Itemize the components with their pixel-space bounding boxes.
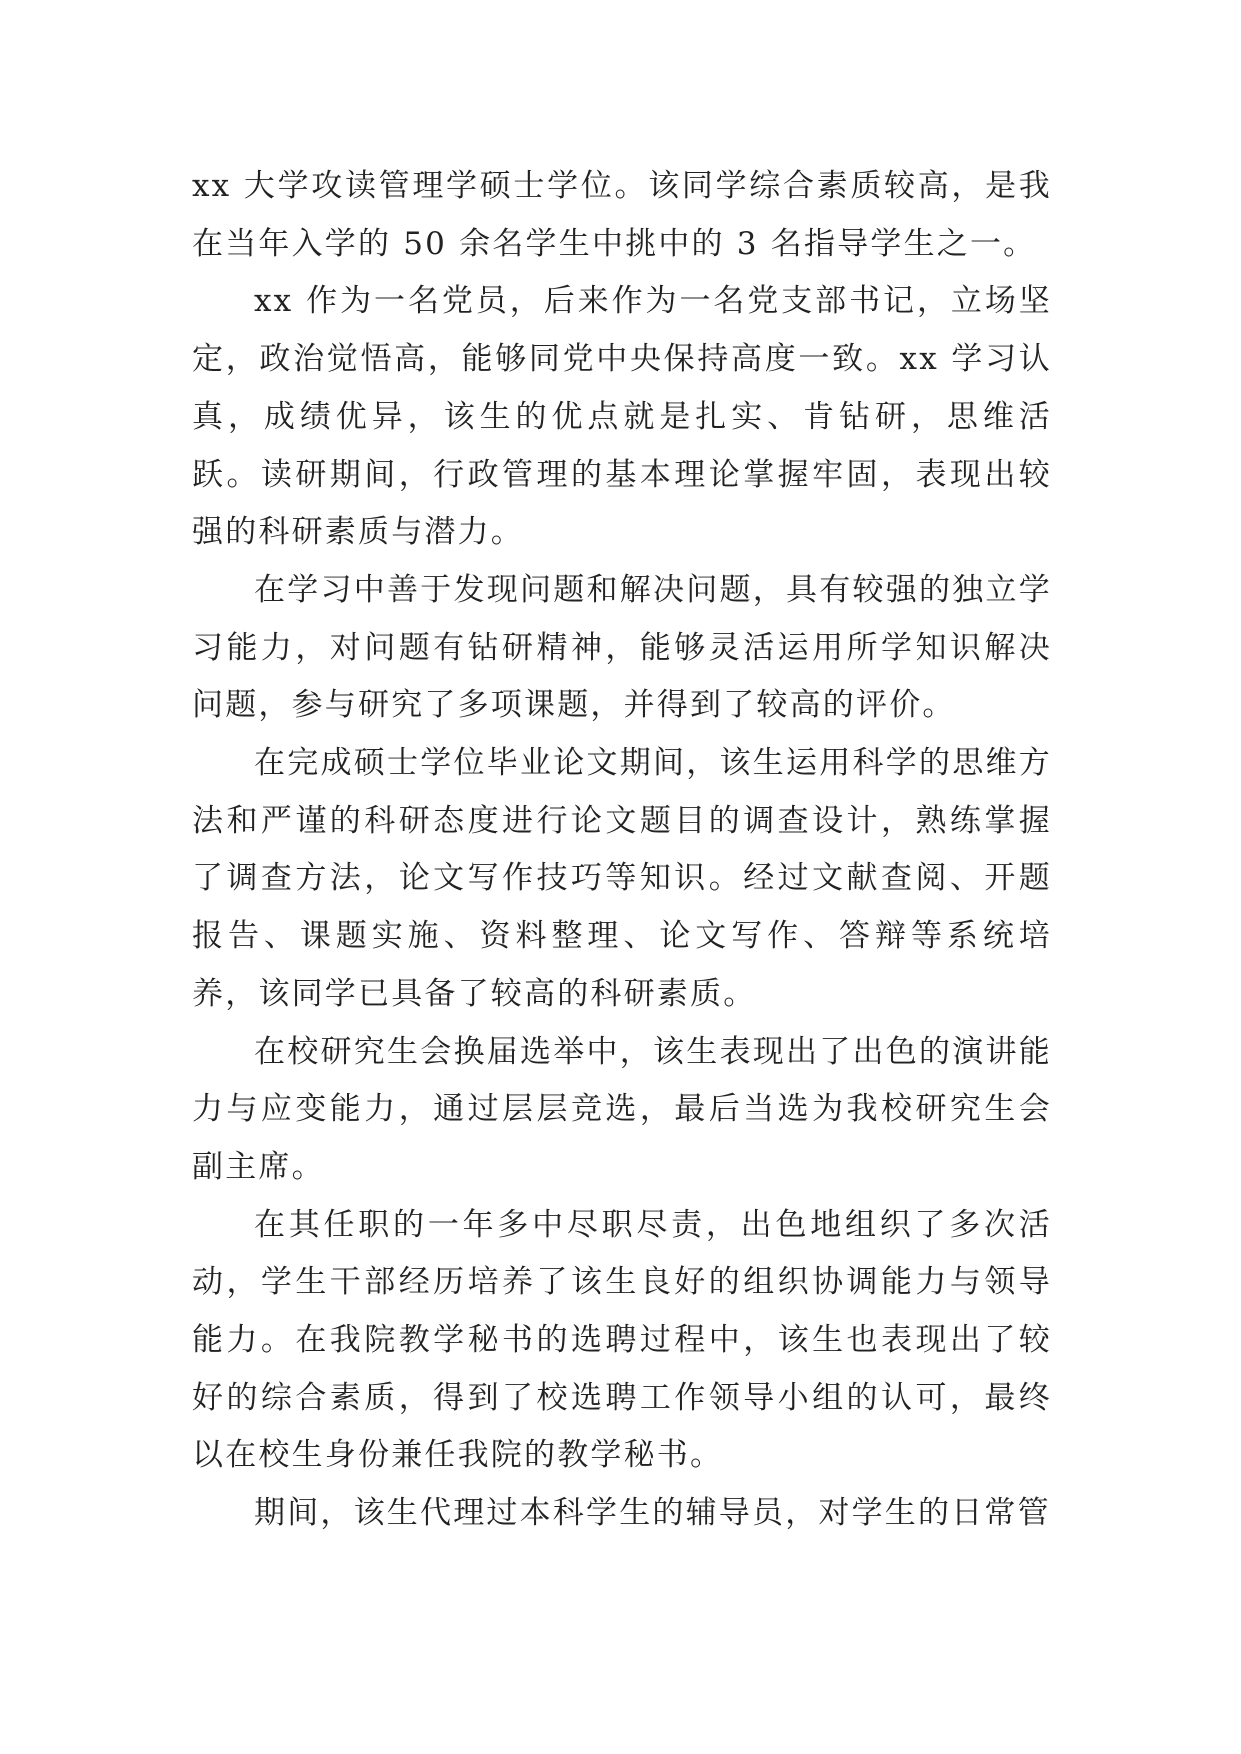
paragraph-7: 期间，该生代理过本科学生的辅导员，对学生的日常管 xyxy=(254,1495,1051,1532)
paragraph-1: xx 大学攻读管理学硕士学位。该同学综合素质较高，是我在当年入学的 50 余名学生中挑中的 3 名指导学生之一。 xyxy=(192,168,1052,262)
paragraph-2: xx 作为一名党员，后来作为一名党支部书记，立场坚定，政治觉悟高，能够同党中央保持高度一致。xx 学习认真，成绩优异，该生的优点就是扎实、肯钻研，思维活跃。读研期间，行政管理的基本理论掌握牢固，表现出较强的科研素质与潜力。 xyxy=(192,283,1052,551)
paragraph-3: 在学习中善于发现问题和解决问题，具有较强的独立学习能力，对问题有钻研精神，能够灵活运用所学知识解决问题，参与研究了多项课题，并得到了较高的评价。 xyxy=(192,571,1052,724)
body-text xyxy=(192,158,1052,1543)
paragraph-6: 在其任职的一年多中尽职尽责，出色地组织了多次活动，学生干部经历培养了该生良好的组织协调能力与领导能力。在我院教学秘书的选聘过程中，该生也表现出了较好的综合素质，得到了校选聘工作领导小组的认可，最终以在校生身份兼任我院的教学秘书。 xyxy=(192,1206,1052,1474)
paragraph-5: 在校研究生会换届选举中，该生表现出了出色的演讲能力与应变能力，通过层层竞选，最后当选为我校研究生会副主席。 xyxy=(192,1033,1052,1185)
paragraph-4: 在完成硕士学位毕业论文期间，该生运用科学的思维方法和严谨的科研态度进行论文题目的调查设计，熟练掌握了调查方法，论文写作技巧等知识。经过文献查阅、开题报告、课题实施、资料整理、论文写作、答辩等系统培养，该同学已具备了较高的科研素质。 xyxy=(192,745,1052,1012)
